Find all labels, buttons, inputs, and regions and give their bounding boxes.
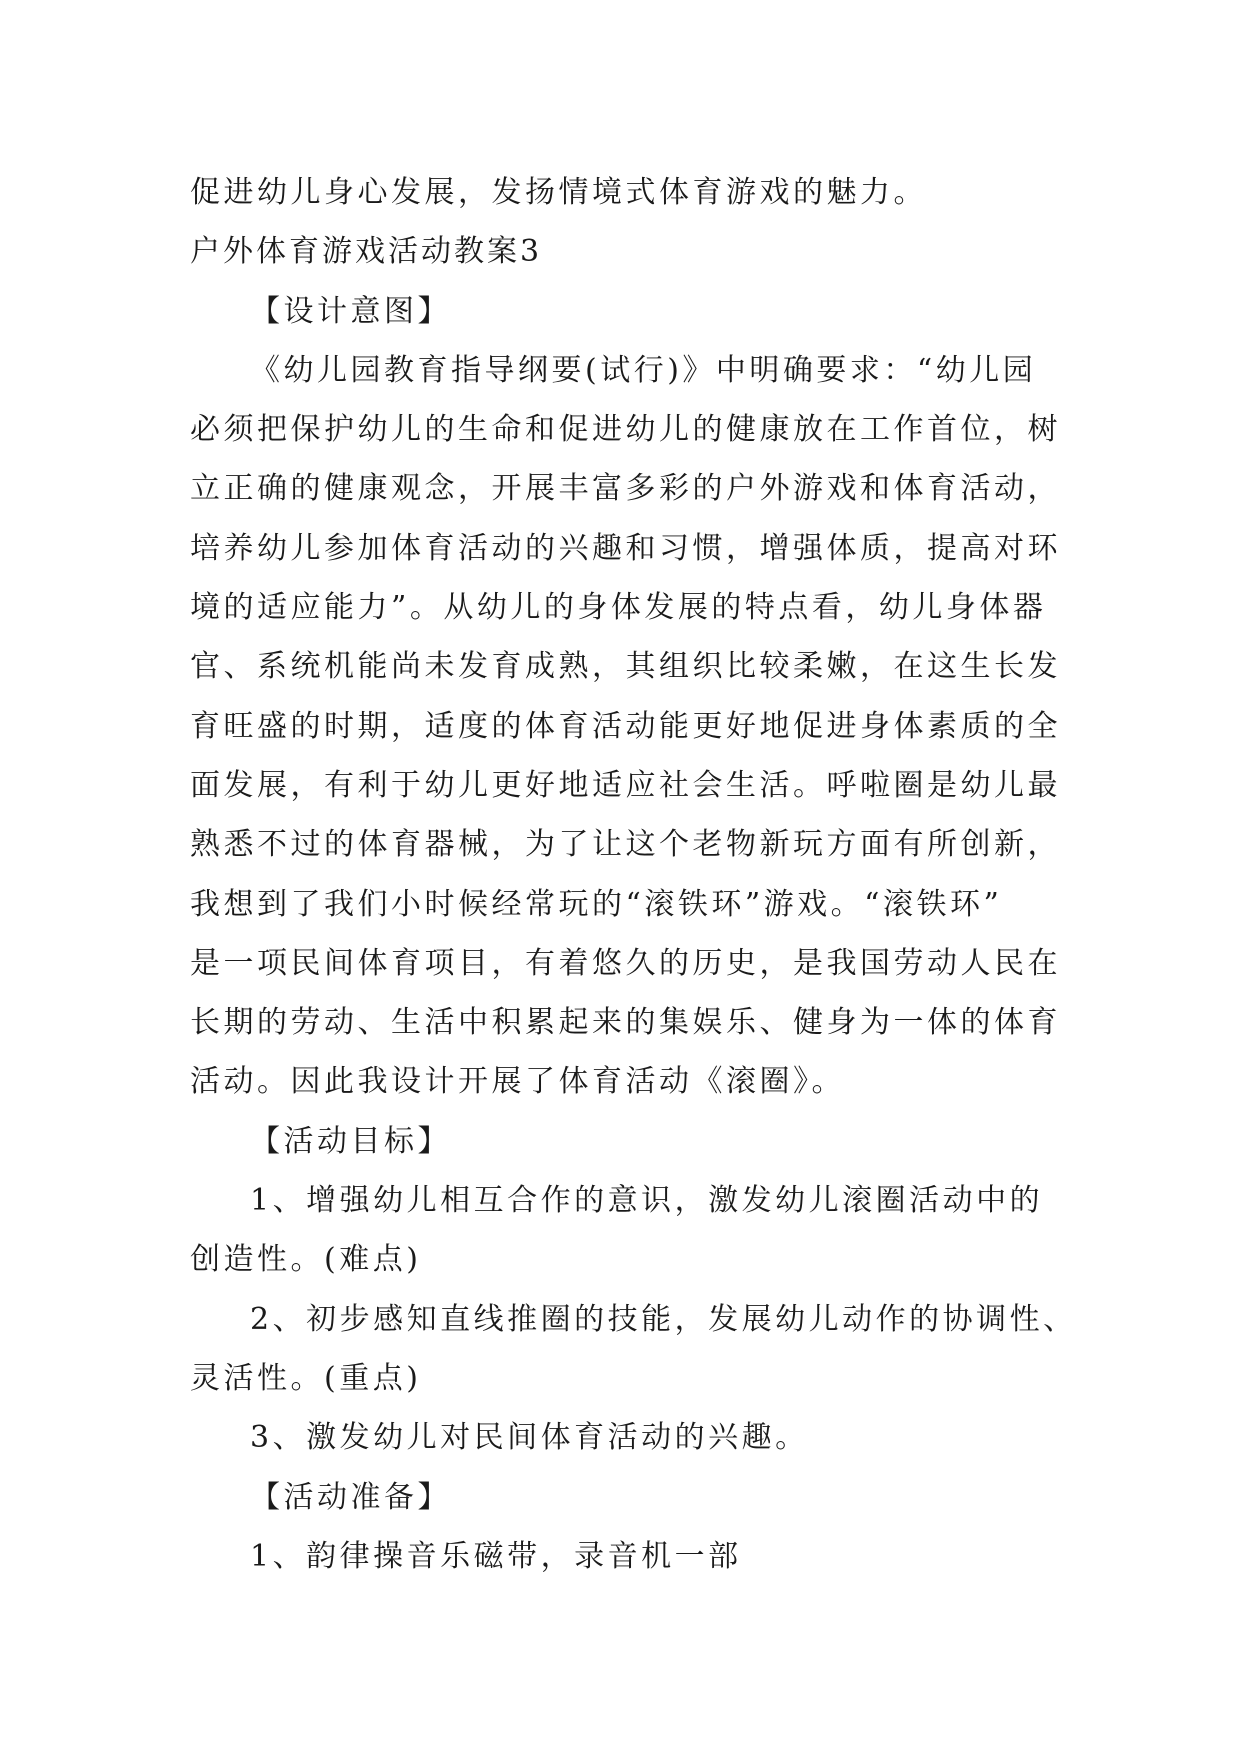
text-line: 官、系统机能尚未发育成熟，其组织比较柔嫩，在这生长发 bbox=[190, 649, 1061, 685]
text-line: 创造性。(难点) bbox=[190, 1242, 422, 1278]
text-line: 育旺盛的时期，适度的体育活动能更好地促进身体素质的全 bbox=[190, 708, 1061, 744]
text-line: 灵活性。(重点) bbox=[190, 1360, 422, 1396]
text-line: 面发展，有利于幼儿更好地适应社会生活。呼啦圈是幼儿最 bbox=[190, 767, 1061, 803]
text-line: 活动。因此我设计开展了体育活动《滚圈》。 bbox=[190, 1064, 845, 1100]
text-line: 我想到了我们小时候经常玩的“滚铁环”游戏。“滚铁环” bbox=[190, 886, 1003, 922]
section-title: 户外体育游戏活动教案3 bbox=[190, 234, 543, 270]
text-line: 是一项民间体育项目，有着悠久的历史，是我国劳动人民在 bbox=[190, 945, 1061, 981]
section-heading-activity-goals: 【活动目标】 bbox=[250, 1123, 451, 1159]
document-page bbox=[190, 163, 1077, 1586]
list-item: 3、激发幼儿对民间体育活动的兴趣。 bbox=[250, 1420, 809, 1456]
text-line: 熟悉不过的体育器械，为了让这个老物新玩方面有所创新， bbox=[190, 827, 1061, 863]
text-line: 《幼儿园教育指导纲要(试行)》中明确要求：“幼儿园 bbox=[250, 352, 1037, 388]
section-heading-activity-prep: 【活动准备】 bbox=[250, 1479, 451, 1515]
text-line: 长期的劳动、生活中积累起来的集娱乐、健身为一体的体育 bbox=[190, 1005, 1061, 1041]
list-item: 2、初步感知直线推圈的技能，发展幼儿动作的协调性、 bbox=[250, 1301, 1077, 1337]
text-line: 境的适应能力”。从幼儿的身体发展的特点看，幼儿身体器 bbox=[190, 590, 1047, 626]
list-item: 1、韵律操音乐磁带，录音机一部 bbox=[250, 1538, 742, 1574]
section-heading-design-intent: 【设计意图】 bbox=[250, 293, 451, 329]
text-line: 必须把保护幼儿的生命和促进幼儿的健康放在工作首位，树 bbox=[190, 412, 1061, 448]
list-item: 1、增强幼儿相互合作的意识，激发幼儿滚圈活动中的 bbox=[250, 1183, 1044, 1219]
text-line: 促进幼儿身心发展，发扬情境式体育游戏的魅力。 bbox=[190, 175, 927, 210]
text-line: 培养幼儿参加体育活动的兴趣和习惯，增强体质，提高对环 bbox=[190, 530, 1061, 566]
text-line: 立正确的健康观念，开展丰富多彩的户外游戏和体育活动， bbox=[190, 471, 1061, 507]
